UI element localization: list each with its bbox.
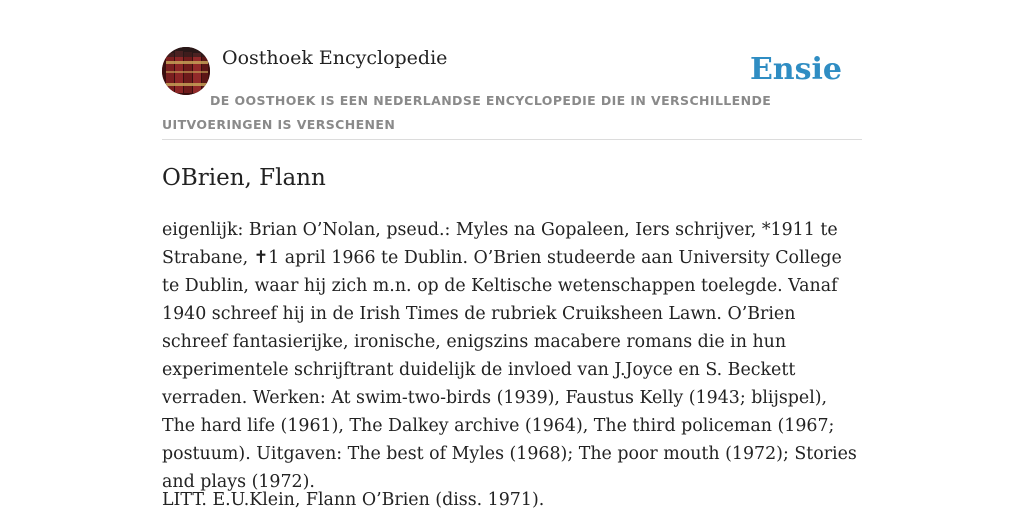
article-body: eigenlijk: Brian O’Nolan, pseud.: Myles na Gopaleen, Iers schrijver, *1911 te Strabane, ✝1 april 1966 te Dublin. O’Brien studeerde aan University College te Dublin, waar hij zich m.n. op de Keltische wetenschappen toelegde. Vanaf 1940 schreef hij in de Irish Times de rubriek Cruiksheen Lawn. O’Brien schreef fantasierijke, ironische, enigszins macabere romans die in hun experimentele schrijftrant duidelijk de invloed van J.Joyce en S. Beckett verraden. Werken: At swim-two-birds (1939), Faustus Kelly (1943; blijspel), The hard life (1961), The Dalkey archive (1964), The third policeman (1967; postuum). Uitgaven: The best of Myles (1968); The poor mouth (1972); Stories and plays (1972). (162, 220, 857, 492)
content-container (162, 0, 862, 510)
article-title: OBrien, Flann (162, 165, 326, 191)
site-tagline: DE OOSTHOEK IS EEN NEDERLANDSE ENCYCLOPEDIE DIE IN VERSCHILLENDE UITVOERINGEN IS VERSCHENEN (162, 93, 772, 132)
site-title[interactable]: Oosthoek Encyclopedie (222, 47, 448, 69)
article-literature: LITT. E.U.Klein, Flann O’Brien (diss. 1971). (162, 490, 545, 510)
book-spines-icon (162, 47, 210, 95)
ensie-brand-link[interactable]: Ensie (749, 52, 842, 87)
site-header (162, 0, 862, 140)
publication-avatar[interactable] (162, 47, 210, 95)
